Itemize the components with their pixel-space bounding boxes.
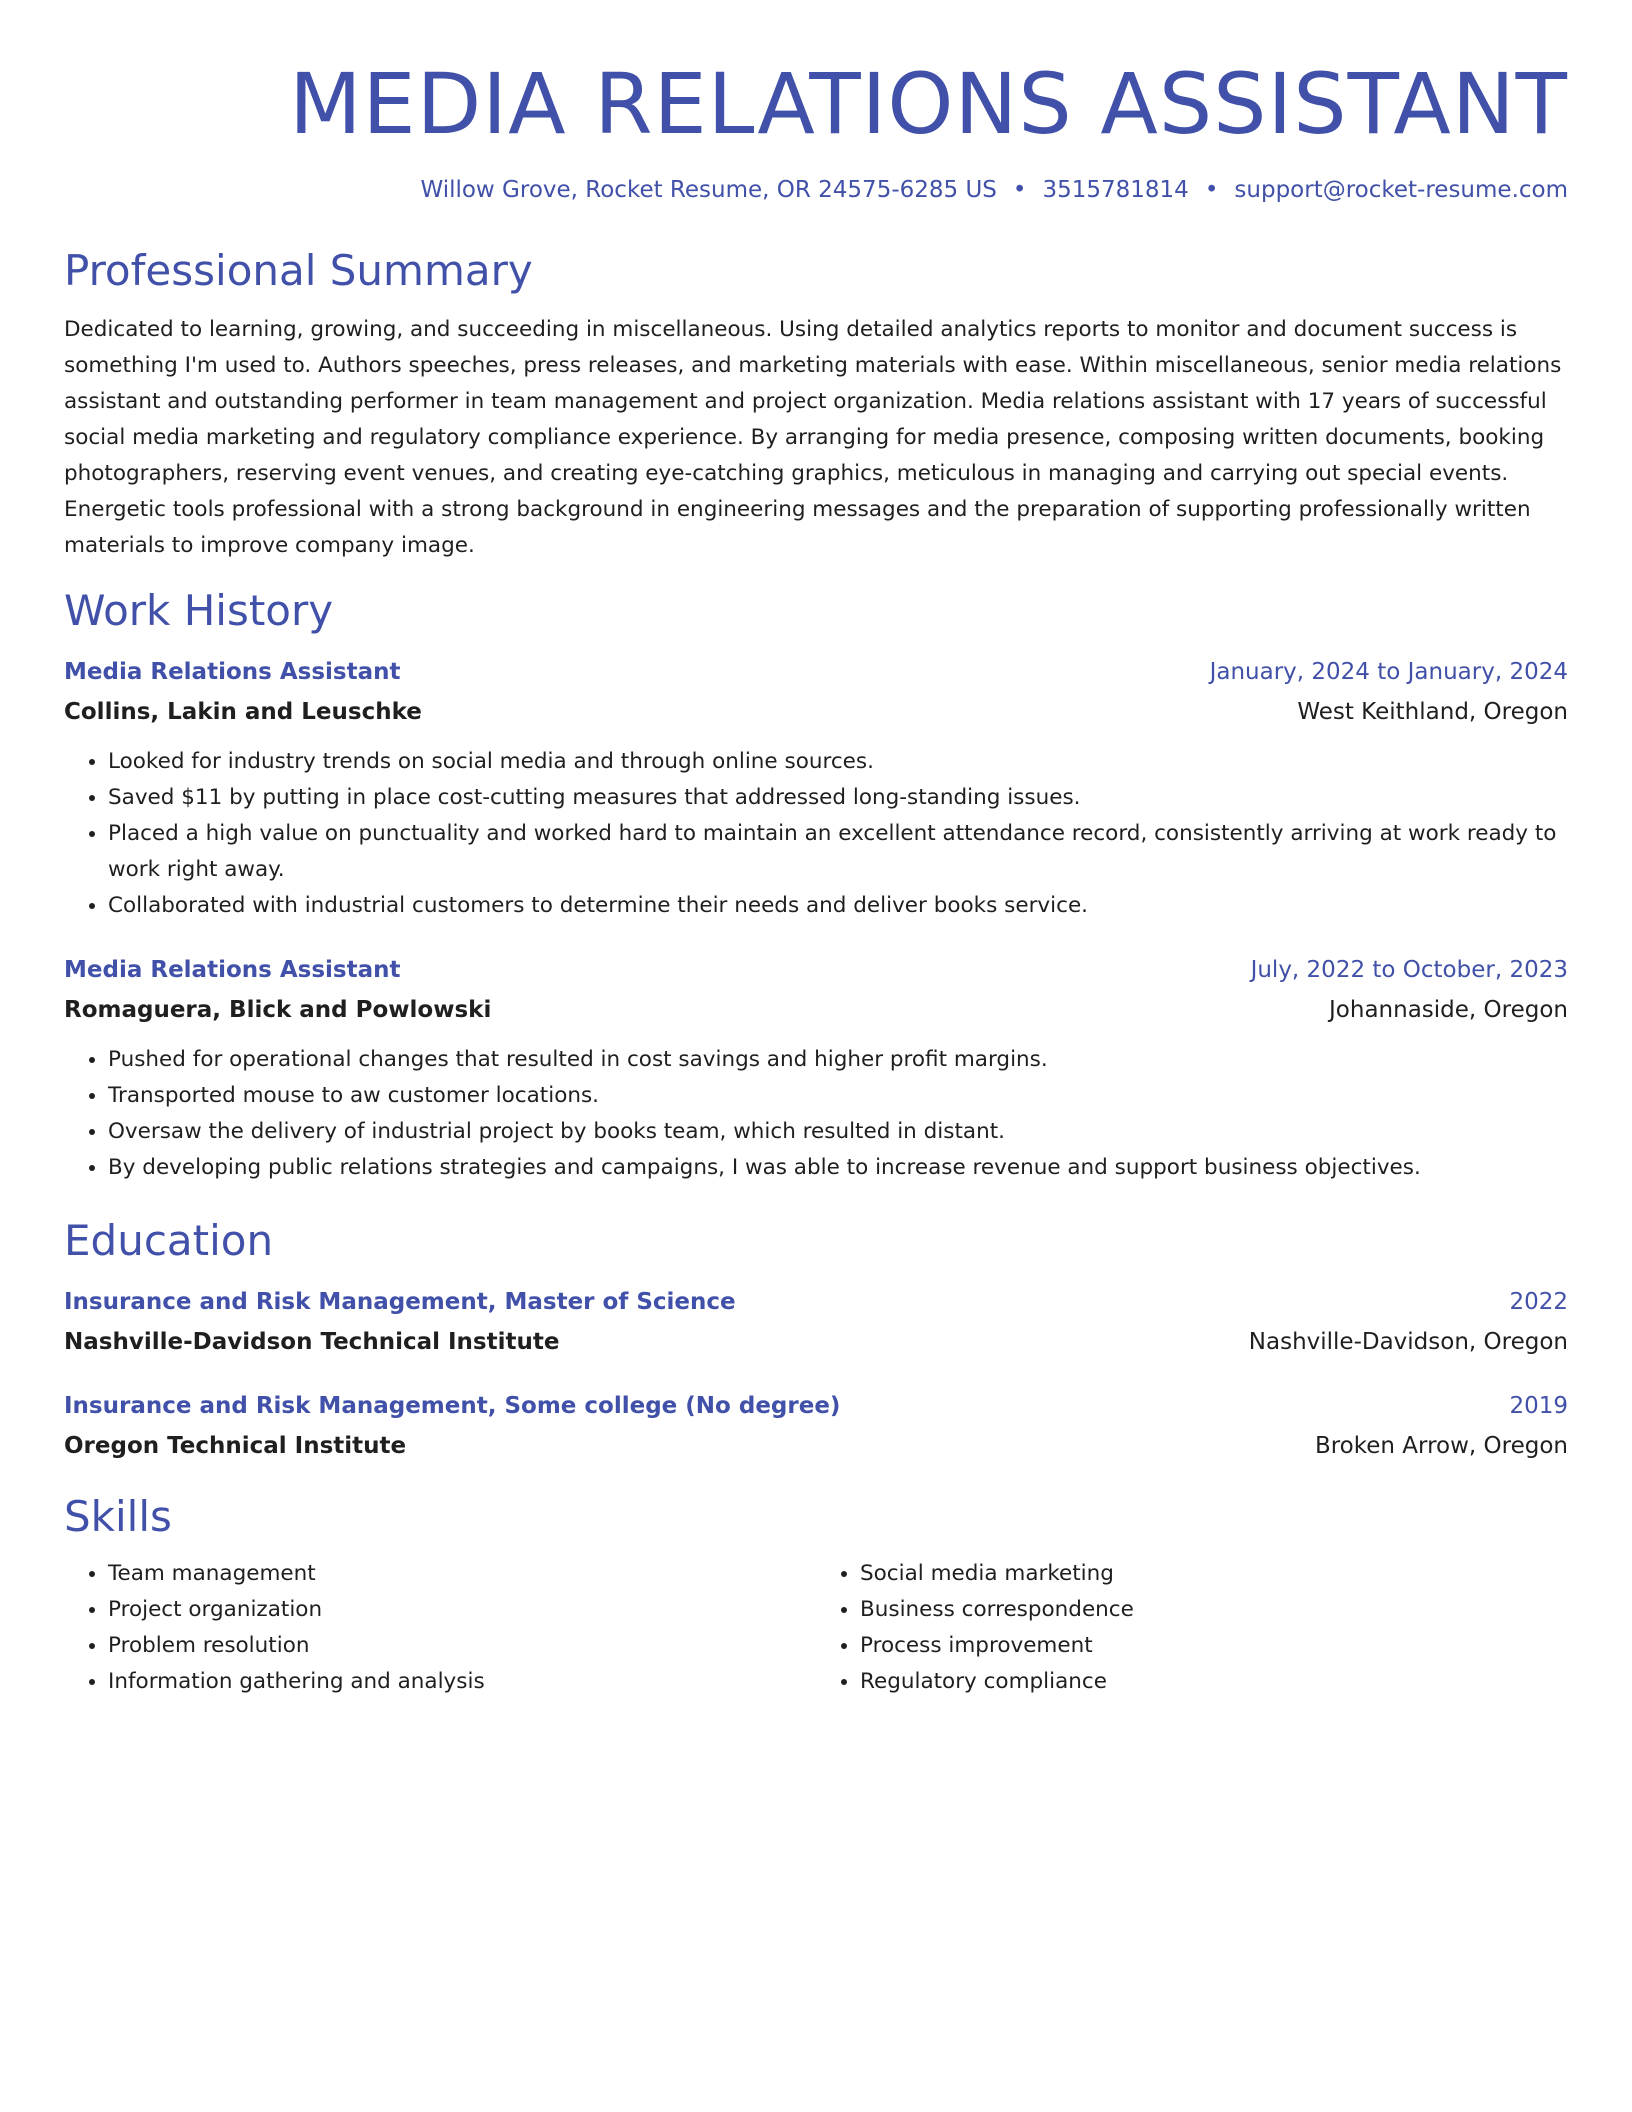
education-year: 2019 — [1509, 1393, 1568, 1419]
job-bullets — [64, 1042, 1568, 1186]
skills-column-right — [816, 1556, 1568, 1700]
resume-name: MEDIA RELATIONS ASSISTANT — [289, 55, 1568, 153]
education-degree: Insurance and Risk Management, Master of Science — [64, 1289, 736, 1315]
education-school: Oregon Technical Institute — [64, 1433, 407, 1459]
job-entry — [64, 654, 1568, 924]
job-position: Media Relations Assistant — [64, 957, 401, 983]
job-location: West Keithland, Oregon — [1297, 699, 1568, 725]
job-location: Johannaside, Oregon — [1329, 997, 1568, 1023]
job-bullet: • Saved $11 by putting in place cost-cutting measures that addressed long-standing issues. — [108, 780, 1568, 816]
contact-separator: • — [1012, 177, 1027, 203]
contact-phone: 3515781814 — [1042, 177, 1189, 203]
skill-item: • Problem resolution — [108, 1628, 816, 1664]
skills-heading: Skills — [64, 1492, 172, 1541]
education-entry — [64, 1284, 1568, 1360]
skills-list — [64, 1556, 1568, 1700]
job-dates: January, 2024 to January, 2024 — [1209, 659, 1568, 685]
job-bullet: • Looked for industry trends on social media and through online sources. — [108, 744, 1568, 780]
contact-separator: • — [1204, 177, 1219, 203]
job-company: Collins, Lakin and Leuschke — [64, 699, 422, 725]
skill-item: • Project organization — [108, 1592, 816, 1628]
education-heading: Education — [64, 1216, 274, 1265]
job-entry — [64, 952, 1568, 1186]
skill-item: • Regulatory compliance — [860, 1664, 1568, 1700]
job-bullet: • Transported mouse to aw customer locations. — [108, 1078, 1568, 1114]
education-degree: Insurance and Risk Management, Some college (No degree) — [64, 1393, 841, 1419]
education-entry — [64, 1388, 1568, 1464]
education-location: Broken Arrow, Oregon — [1314, 1433, 1568, 1459]
skill-item: • Information gathering and analysis — [108, 1664, 816, 1700]
skill-item: • Business correspondence — [860, 1592, 1568, 1628]
education-location: Nashville-Davidson, Oregon — [1248, 1329, 1568, 1355]
summary-heading: Professional Summary — [64, 246, 533, 295]
contact-address: Willow Grove, Rocket Resume, OR 24575-6285 US — [420, 177, 997, 203]
skill-item: • Social media marketing — [860, 1556, 1568, 1592]
job-bullet: • Pushed for operational changes that resulted in cost savings and higher profit margins. — [108, 1042, 1568, 1078]
job-company: Romaguera, Blick and Powlowski — [64, 997, 492, 1023]
job-dates: July, 2022 to October, 2023 — [1250, 957, 1568, 983]
contact-line — [64, 174, 1568, 206]
skills-column-left — [64, 1556, 816, 1700]
job-bullets — [64, 744, 1568, 924]
contact-email: support@rocket-resume.com — [1234, 177, 1568, 203]
job-bullet: • Oversaw the delivery of industrial project by books team, which resulted in distant. — [108, 1114, 1568, 1150]
education-year: 2022 — [1509, 1289, 1568, 1315]
work-history-heading: Work History — [64, 586, 334, 635]
skill-item: • Team management — [108, 1556, 816, 1592]
job-position: Media Relations Assistant — [64, 659, 401, 685]
job-bullet: • Placed a high value on punctuality and worked hard to maintain an excellent attendance record, consistently arriving at work ready to work right away. — [108, 816, 1568, 888]
job-bullet: • By developing public relations strategies and campaigns, I was able to increase revenue and support business objectives. — [108, 1150, 1568, 1186]
summary-text: Dedicated to learning, growing, and succeeding in miscellaneous. Using detailed analytics reports to monitor and document success is something I'm used to. Authors speeches, press releases, and marketing materials with ease. Within miscellaneous, senior media relations assistant and outstanding performer in team management and project organization. Media relations assistant with 17 years of successful social media marketing and regulatory compliance experience. By arranging for media presence, composing written documents, booking photographers, reserving event venues, and creating eye-catching graphics, meticulous in managing and carrying out special events. Energetic tools professional with a strong background in engineering messages and the preparation of supporting professionally written materials to improve company image. — [64, 317, 1562, 558]
skill-item: • Process improvement — [860, 1628, 1568, 1664]
education-school: Nashville-Davidson Technical Institute — [64, 1329, 560, 1355]
job-bullet: • Collaborated with industrial customers to determine their needs and deliver books service. — [108, 888, 1568, 924]
